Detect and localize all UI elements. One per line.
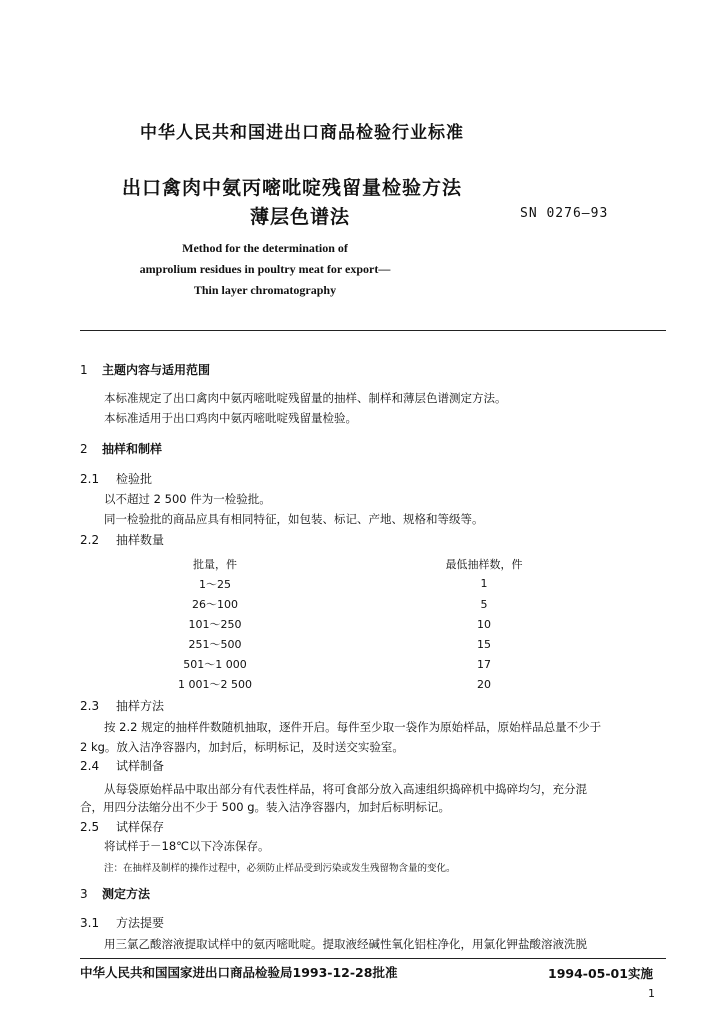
subsection-title: 抽样数量: [116, 533, 165, 547]
subsection-title: 检验批: [116, 472, 153, 486]
english-title-line2: amprolium residues in poultry meat for export—: [139, 262, 391, 276]
table-cell-lot: 1 001～2 500: [178, 678, 252, 691]
table-header-min-sample: 最低抽样数，件: [445, 558, 523, 571]
subsection-title: 抽样方法: [116, 699, 165, 713]
table-cell-min: 1: [480, 577, 488, 590]
subsection-2-2-heading: [80, 531, 164, 548]
english-title-line3: Thin layer chromatography: [193, 283, 337, 297]
footer-divider: [80, 958, 666, 959]
issuing-organization: 中华人民共和国进出口商品检验行业标准: [140, 123, 464, 143]
english-title-line1: Method for the determination of: [182, 241, 348, 255]
subsection-number: 2.3: [80, 699, 100, 713]
table-cell-min: 17: [477, 658, 491, 671]
table-cell-min: 5: [480, 598, 488, 611]
subsection-number: 2.5: [80, 820, 100, 834]
section-2-heading: [80, 440, 162, 457]
table-cell-min: 10: [477, 618, 491, 631]
table-cell-lot: 501～1 000: [183, 658, 247, 671]
section-3-heading: [80, 885, 150, 902]
section-number: 1: [80, 363, 88, 377]
table-header-lot-size: 批量，件: [193, 558, 237, 571]
subsection-2-1-heading: [80, 470, 152, 487]
document-title-line1: 出口禽肉中氨丙嘧吡啶残留量检验方法: [122, 177, 463, 199]
section-title: 测定方法: [102, 887, 151, 901]
table-cell-lot: 101～250: [188, 618, 242, 631]
subsection-title: 试样保存: [116, 820, 165, 834]
paragraph: 以不超过 2 500 件为一检验批。: [104, 492, 271, 506]
table-cell-lot: 1～25: [199, 578, 231, 591]
effective-date: 1994-05-01实施: [548, 966, 653, 981]
subsection-number: 3.1: [80, 916, 100, 930]
note: 注：在抽样及制样的操作过程中，必须防止样品受到污染或发生残留物含量的变化。: [104, 863, 456, 874]
paragraph: 用三氯乙酸溶液提取试样中的氨丙嘧吡啶。提取液经碱性氧化铝柱净化，用氯化钾盐酸溶液洗脱: [104, 937, 587, 951]
table-cell-min: 20: [477, 678, 491, 691]
page-number: 1: [648, 987, 655, 1000]
paragraph: 本标准规定了出口禽肉中氨丙嘧吡啶残留量的抽样、制样和薄层色谱测定方法。: [104, 391, 507, 405]
paragraph: 将试样于－18℃以下冷冻保存。: [104, 839, 270, 853]
paragraph: 从每袋原始样品中取出部分有代表性样品，将可食部分放入高速组织捣碎机中捣碎均匀，充分混: [104, 782, 587, 796]
subsection-3-1-heading: [80, 914, 164, 931]
table-cell-lot: 251～500: [188, 638, 242, 651]
subsection-title: 试样制备: [116, 759, 165, 773]
section-title: 主题内容与适用范围: [102, 363, 211, 377]
document-title-line2: 薄层色谱法: [250, 206, 351, 228]
paragraph-continued: 合，用四分法缩分出不少于 500 g。装入洁净容器内，加封后标明标记。: [80, 800, 451, 814]
standard-code: SN 0276—93: [520, 206, 609, 221]
subsection-title: 方法提要: [116, 916, 165, 930]
table-cell-min: 15: [477, 638, 491, 651]
paragraph-continued: 2 kg。放入洁净容器内，加封后，标明标记，及时送交实验室。: [80, 740, 404, 754]
approval-statement: 中华人民共和国国家进出口商品检验局1993-12-28批准: [80, 965, 398, 980]
section-1-heading: [80, 361, 210, 378]
subsection-2-5-heading: [80, 818, 164, 835]
table-cell-lot: 26～100: [192, 598, 238, 611]
paragraph: 同一检验批的商品应具有相同特征，如包装、标记、产地、规格和等级等。: [104, 512, 484, 526]
subsection-number: 2.2: [80, 533, 100, 547]
section-number: 2: [80, 442, 88, 456]
subsection-number: 2.1: [80, 472, 100, 486]
header-divider: [80, 330, 666, 331]
paragraph: 本标准适用于出口鸡肉中氨丙嘧吡啶残留量检验。: [104, 411, 357, 425]
subsection-number: 2.4: [80, 759, 100, 773]
section-title: 抽样和制样: [102, 442, 163, 456]
subsection-2-3-heading: [80, 697, 164, 714]
section-number: 3: [80, 887, 88, 901]
paragraph: 按 2.2 规定的抽样件数随机抽取，逐件开启。每件至少取一袋作为原始样品，原始样品总量不少于: [104, 720, 602, 734]
subsection-2-4-heading: [80, 757, 164, 774]
